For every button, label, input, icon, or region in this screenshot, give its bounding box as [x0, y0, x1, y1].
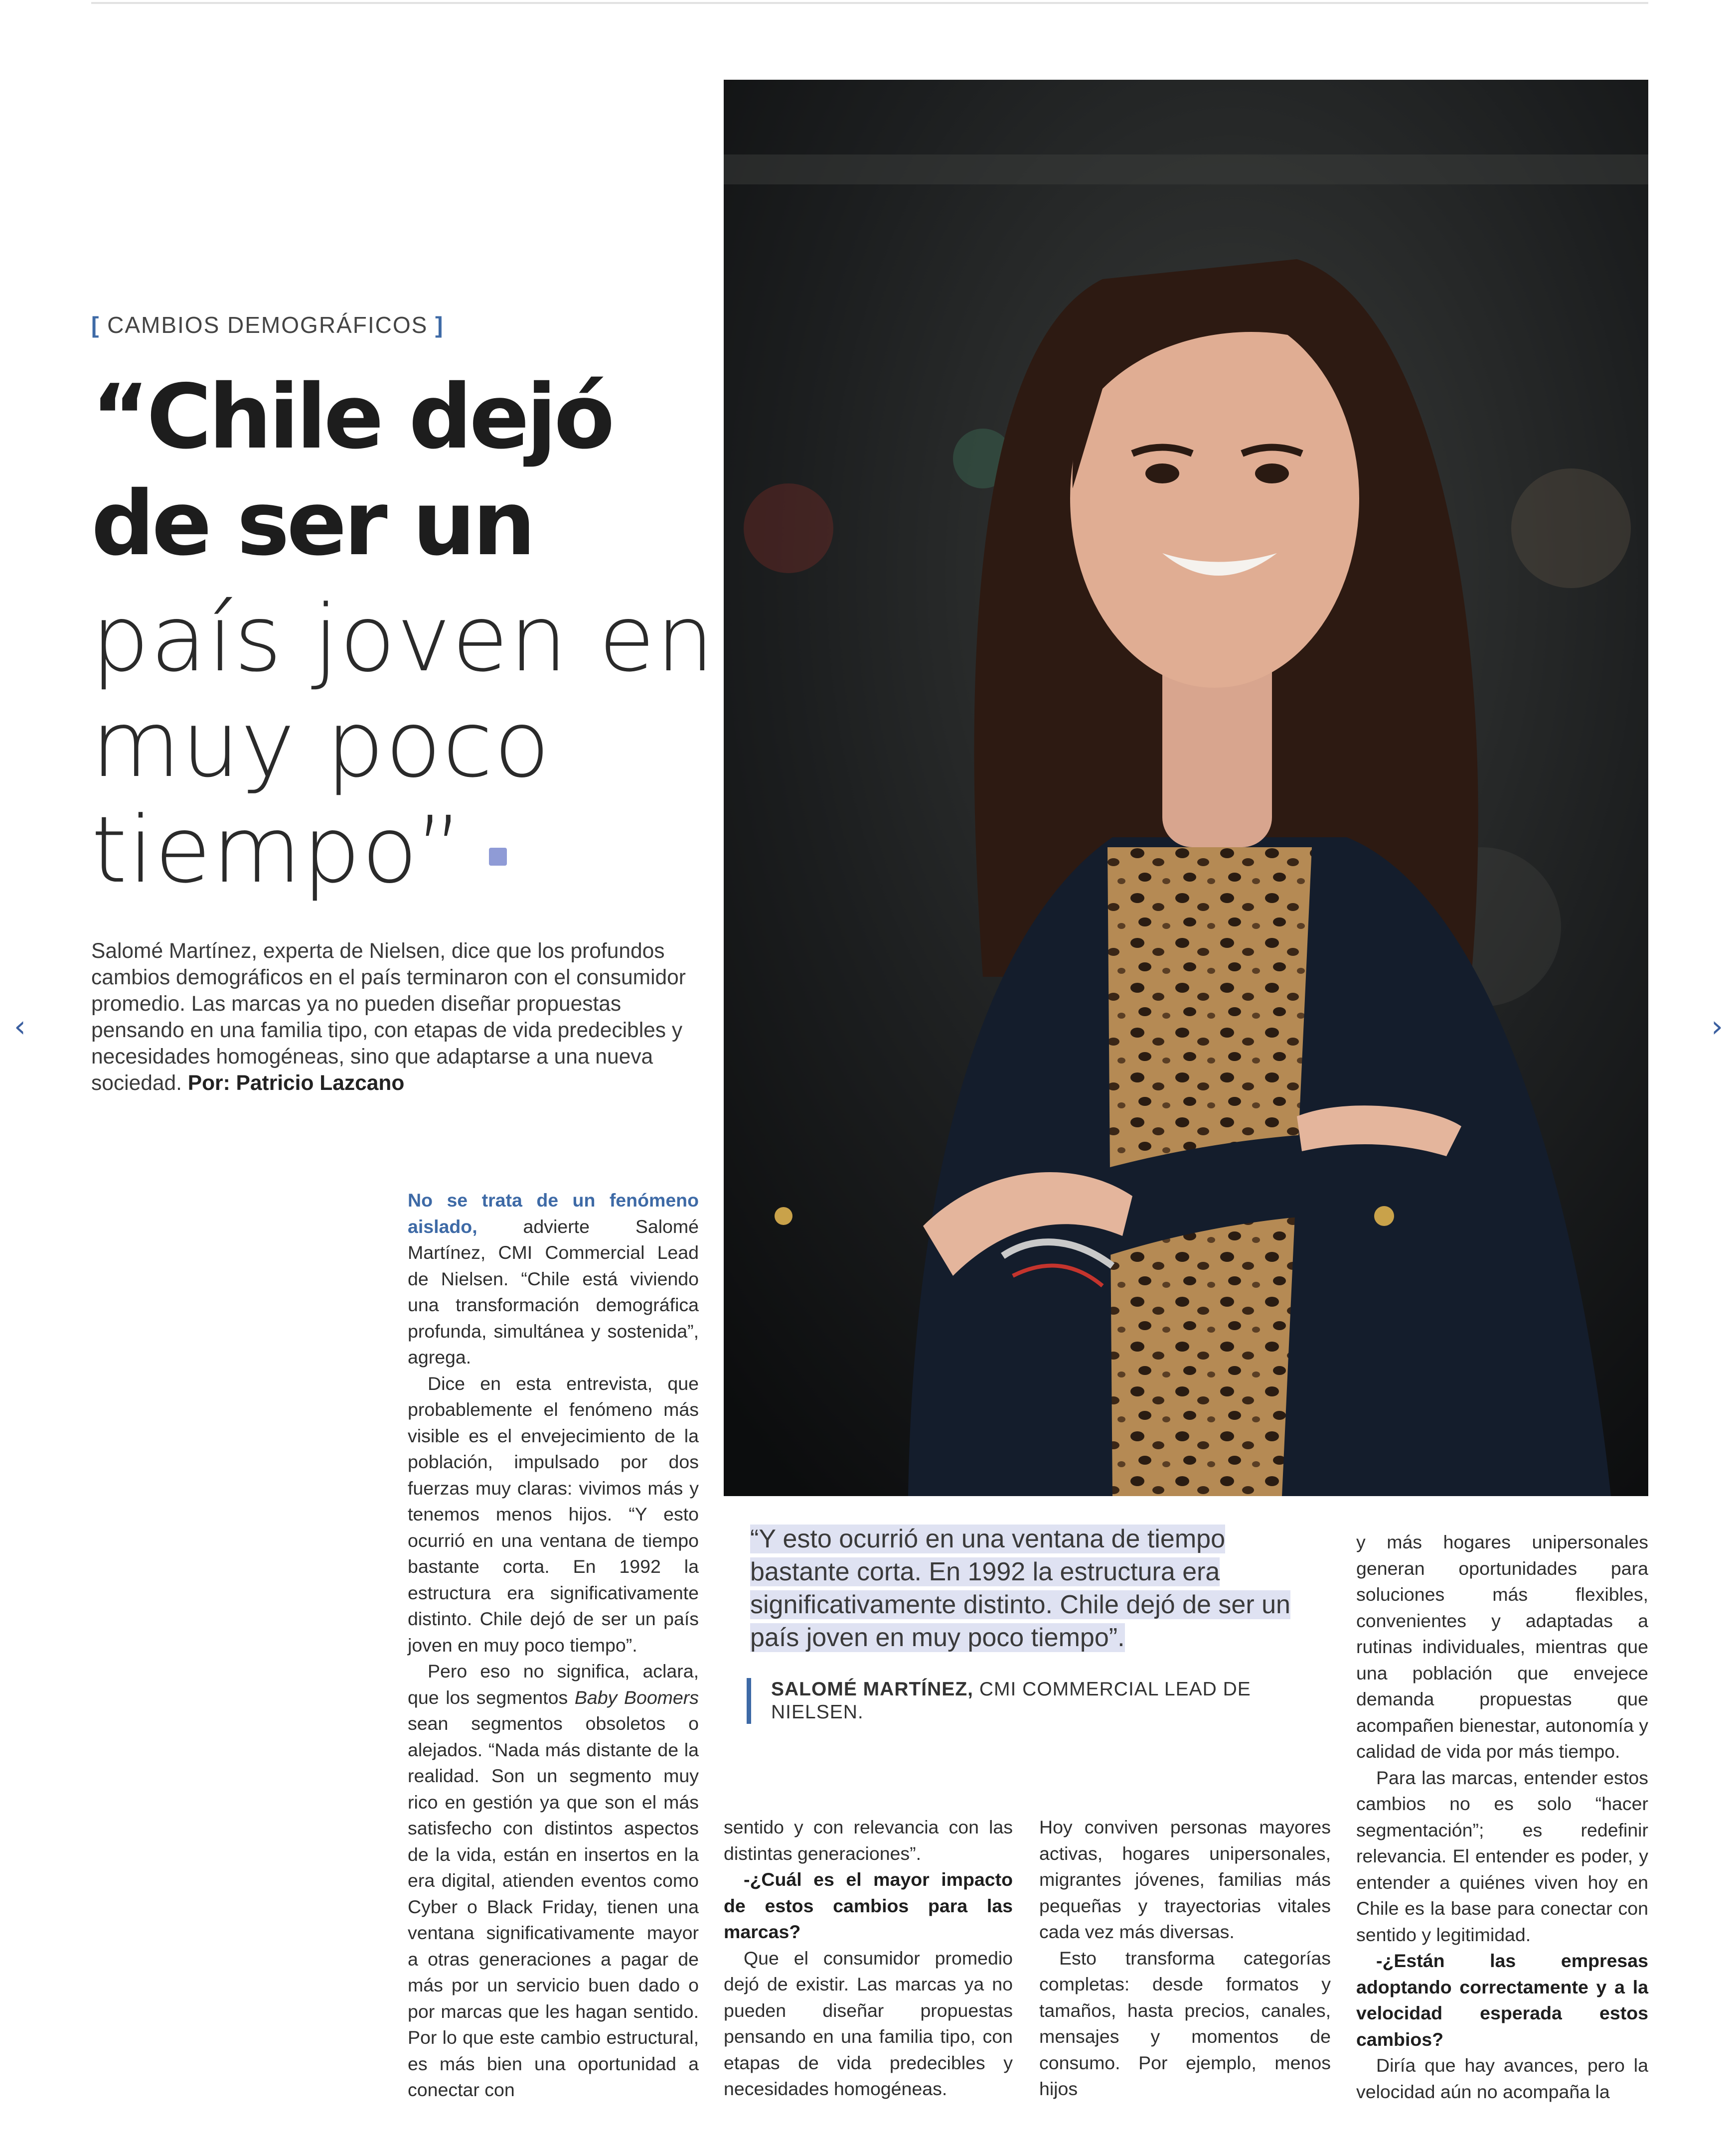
headline-light-line-1: país joven en	[91, 586, 715, 692]
pull-quote-text: “Y esto ocurrió en una ventana de tiempo bastante corta. En 1992 la estructura era significativamente distinto. Chile dejó de ser un país joven en muy poco tiempo”.	[750, 1525, 1290, 1652]
pull-quote-attribution	[747, 1678, 1329, 1724]
interview-question: -¿Están las empresas adoptando correctamente y a la velocidad esperada estos cambios?	[1356, 1950, 1648, 2050]
attribution-role: CMI COMMERCIAL LEAD DE NIELSEN.	[771, 1679, 1251, 1723]
headline-bold-line-2: de ser un	[91, 472, 533, 575]
article-end-mark-icon	[489, 848, 507, 866]
body-paragraph	[408, 1658, 699, 2103]
body-column-1	[408, 1187, 699, 2103]
body-column-2	[724, 1814, 1013, 2102]
headline-light-line-3-wrap	[91, 797, 734, 903]
section-kicker	[91, 310, 444, 340]
emphasis-text: Baby Boomers	[574, 1686, 699, 1708]
body-column-3	[1039, 1814, 1331, 2102]
body-paragraph: Para las marcas, entender estos cambios no es solo “hacer segmentación”; es redefinir relevancia. El entender es poder, y entender a quiénes viven hoy en Chile es la base para conectar con sentido y legitimidad.	[1356, 1767, 1648, 1945]
headline-bold-line-1: “Chile dejó	[91, 365, 612, 468]
headline-light-line-3: tiempo”	[91, 797, 464, 904]
body-paragraph: Esto transforma categorías completas: desde formatos y tamaños, hasta precios, canales, mensajes y momentos de consumo. Por ejemplo, menos hijos	[1039, 1947, 1331, 2099]
portrait-photo	[724, 80, 1648, 1496]
body-text: sean segmentos obsoletos o alejados. “Nada más distante de la realidad. Son un segmento muy rico en gestión ya que son el más satisfecho con distintos aspectos de la vida, están en insertos en la era digital, atienden eventos como Cyber o Black Friday, tienen una ventana significativamente mayor a otras generaciones a pagar de más por un servicio buen dado o por marcas que les hagan sentido. Por lo que este cambio estructural, es más bien una oportunidad a conectar con	[408, 1713, 699, 2100]
body-paragraph: Diría que hay avances, pero la velocidad aún no acompaña la	[1356, 2055, 1648, 2102]
body-paragraph: Hoy conviven personas mayores activas, hogares unipersonales, migrantes jóvenes, familias más pequeñas y trayectorias vitales cada vez más diversas.	[1039, 1817, 1331, 1942]
headline	[91, 364, 734, 903]
body-paragraph: y más hogares unipersonales generan oportunidades para soluciones más flexibles, convenientes y adaptadas a rutinas individuales, mientras que una población que envejece demanda propuestas que acompañen bienestar, autonomía y calidad de vida por más tiempo.	[1356, 1531, 1648, 1762]
lead-in: No se trata de un fenómeno aislado,	[408, 1190, 699, 1237]
interview-question: -¿Cuál es el mayor impacto de estos cambios para las marcas?	[724, 1869, 1013, 1942]
left-bracket-icon: [	[91, 312, 100, 338]
portrait-photo-illustration	[724, 80, 1648, 1496]
pull-quote	[750, 1523, 1313, 1654]
headline-light-line-2: muy poco	[91, 691, 551, 798]
body-paragraph	[408, 1187, 699, 1371]
body-text: Pero eso no significa, aclara, que los segmentos	[408, 1661, 699, 1708]
right-bracket-icon: ]	[435, 312, 444, 338]
byline: Por: Patricio Lazcano	[187, 1071, 405, 1095]
body-column-4	[1356, 1529, 1648, 2105]
body-text: advierte Salomé Martínez, CMI Commercial Lead de Nielsen. “Chile está viviendo una transformación demográfica profunda, simultánea y sostenida”, agrega.	[408, 1216, 699, 1368]
attribution-name: SALOMÉ MARTÍNEZ,	[771, 1679, 973, 1700]
top-rule	[91, 2, 1648, 4]
previous-page-chevron-icon[interactable]: ‹	[14, 1009, 26, 1044]
body-paragraph: sentido y con relevancia con las distintas generaciones”.	[724, 1817, 1013, 1864]
lede	[91, 938, 699, 1096]
body-paragraph: Dice en esta entrevista, que probablemente el fenómeno más visible es el envejecimiento de la población, impulsado por dos fuerzas muy claras: vivimos más y tenemos menos hijos. “Y esto ocurrió en una ventana de tiempo bastante corta. En 1992 la estructura era significativamente distinto. Chile dejó de ser un país joven en muy poco tiempo”.	[408, 1373, 699, 1656]
lede-text: Salomé Martínez, experta de Nielsen, dice que los profundos cambios demográficos en el país terminaron con el consumidor promedio. Las marcas ya no pueden diseñar propuestas pensando en una familia tipo, con etapas de vida predecibles y necesidades homogéneas, sino que adaptarse a una nueva sociedad.	[91, 939, 686, 1095]
kicker-label: CAMBIOS DEMOGRÁFICOS	[107, 312, 428, 338]
next-page-chevron-icon[interactable]: ›	[1711, 1009, 1723, 1044]
body-paragraph: Que el consumidor promedio dejó de existir. Las marcas ya no pueden diseñar propuestas pensando en una familia tipo, con etapas de vida predecibles y necesidades homogéneas.	[724, 1947, 1013, 2099]
